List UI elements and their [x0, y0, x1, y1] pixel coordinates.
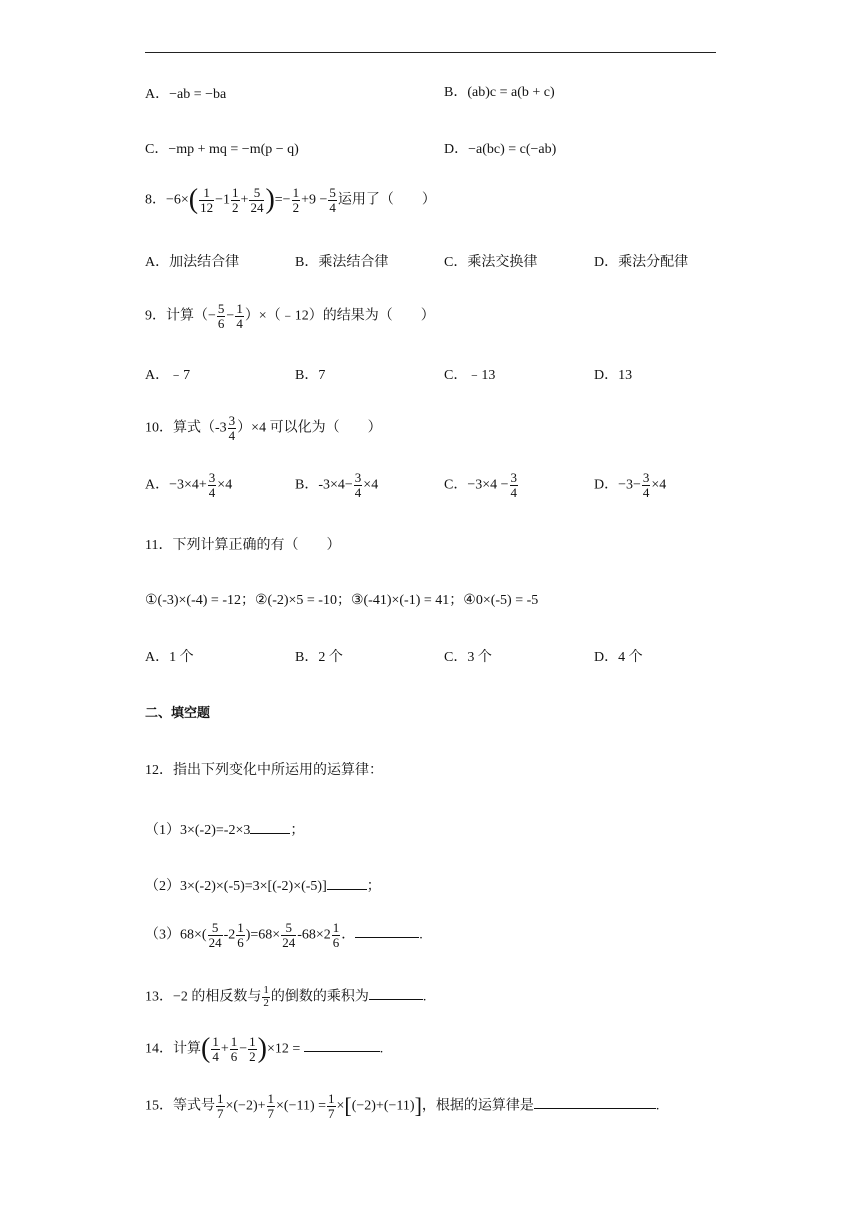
answer-blank[interactable]: [534, 1096, 656, 1109]
section-title: 二、填空题: [145, 706, 211, 721]
q11-option-b[interactable]: B．2 个: [295, 650, 343, 665]
q10-option-c[interactable]: C．−3×4 − $\frac{3}{4}$: [444, 470, 518, 500]
answer-blank[interactable]: [250, 821, 290, 834]
q11-stem: 11．下列计算正确的有（ ）: [145, 538, 341, 553]
answer-blank[interactable]: [327, 877, 367, 890]
answer-blank[interactable]: [304, 1039, 380, 1052]
q9-stem: 9．计算（− $\frac{5}{6}$ − $\frac{1}{4}$ ）×（﹣12）的结果为（ ）: [145, 301, 435, 331]
q13-stem: 13．−2 的相反数与 $\frac{1}{2}$ 的倒数的乘积为 .: [145, 984, 427, 1009]
q7-option-a[interactable]: A．−ab = −ba: [145, 87, 227, 102]
q12-sub3: （3）68×( $\frac{5}{24}$ -2 $\frac{1}{6}$ )=68× $\frac{5}{24}$ -68×2 $\frac{1}{6}$ ． .: [145, 920, 423, 950]
q7-option-b[interactable]: B．(ab)c = a(b + c): [444, 85, 555, 100]
q9-option-d[interactable]: D．13: [594, 368, 633, 383]
q8-option-b[interactable]: B．乘法结合律: [295, 255, 389, 270]
q9-option-b[interactable]: B．7: [295, 368, 326, 383]
q8-option-a[interactable]: A．加法结合律: [145, 255, 240, 270]
q15-stem: 15．等式号 $\frac{1}{7}$ ×(−2)+ $\frac{1}{7}$ ×(−11) = $\frac{1}{7}$ ×[(−2)+(−11)]，根据的运算律是 .: [145, 1091, 660, 1121]
q7-option-d[interactable]: D．−a(bc) = c(−ab): [444, 142, 557, 157]
q11-option-c[interactable]: C．3 个: [444, 650, 492, 665]
q9-option-a[interactable]: A．﹣7: [145, 368, 191, 383]
q11-option-d[interactable]: D．4 个: [594, 650, 643, 665]
q8-stem: 8．−6×( $\frac{1}{12}$ −1 $\frac{1}{2}$ + $\frac{5}{24}$ )=− $\frac{1}{2}$ +9 − $\frac{5}{4}$ 运用了（ ）: [145, 184, 436, 216]
q10-option-b[interactable]: B．-3×4− $\frac{3}{4}$ ×4: [295, 470, 379, 500]
q12-sub1: （1）3×(-2)=-2×3 ；: [145, 823, 305, 838]
q10-stem: 10．算式（-3 $\frac{3}{4}$ ）×4 可以化为（ ）: [145, 413, 382, 443]
answer-blank[interactable]: [369, 987, 423, 1000]
q9-option-c[interactable]: C．﹣13: [444, 368, 496, 383]
q8-option-c[interactable]: C．乘法交换律: [444, 255, 538, 270]
q11-option-a[interactable]: A．1 个: [145, 650, 194, 665]
q12-stem: 12．指出下列变化中所运用的运算律：: [145, 763, 383, 778]
q11-items: ①(-3)×(-4) = -12；②(-2)×5 = -10；③(-41)×(-1) = 41；④0×(-5) = -5: [145, 593, 539, 608]
q14-stem: 14．计算( $\frac{1}{4}$ + $\frac{1}{6}$ − $\frac{1}{2}$ )×12 = .: [145, 1033, 384, 1065]
q10-option-a[interactable]: A．−3×4+ $\frac{3}{4}$ ×4: [145, 470, 233, 500]
q7-option-c[interactable]: C．−mp + mq = −m(p − q): [145, 142, 299, 157]
q10-option-d[interactable]: D．−3− $\frac{3}{4}$ ×4: [594, 470, 667, 500]
q12-sub2: （2）3×(-2)×(-5)=3×[(-2)×(-5)] ；: [145, 879, 381, 894]
answer-blank[interactable]: [355, 925, 419, 938]
q8-option-d[interactable]: D．乘法分配律: [594, 255, 689, 270]
header-rule: [145, 52, 716, 53]
